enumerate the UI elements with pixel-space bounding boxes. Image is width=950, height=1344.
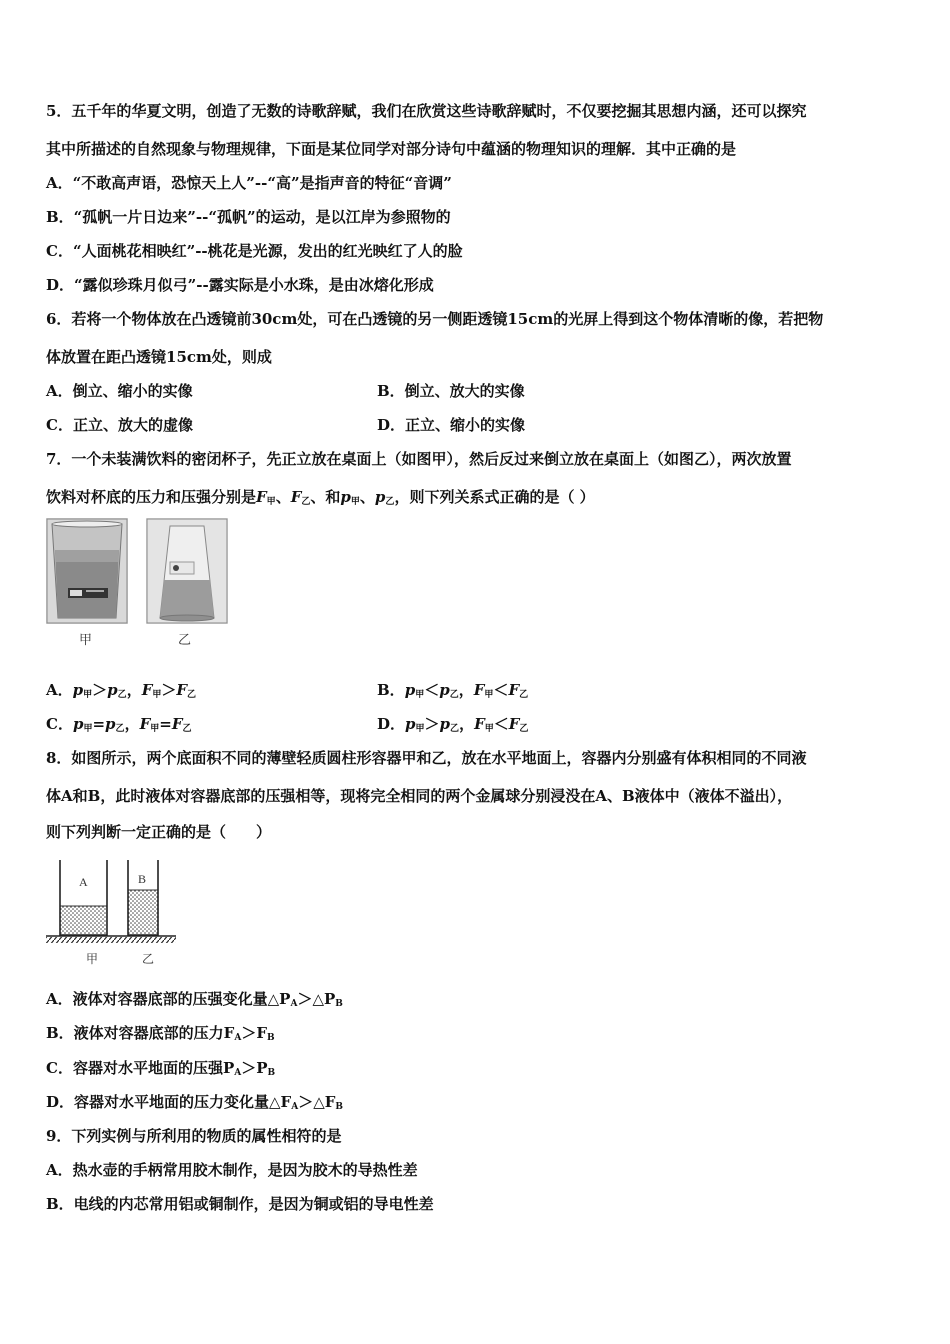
q9-option-b: B．电线的内芯常用铝或铜制作，是因为铜或铝的导电性差 [46, 1195, 434, 1213]
cup-inverted-photo [146, 518, 228, 624]
q7-option-d: D．$p_甲>p_乙$，$F_甲<F_乙$ [377, 715, 529, 734]
q9-option-a: A．热水壶的手柄常用胶木制作，是因为胶木的导热性差 [46, 1161, 418, 1179]
q8-option-d: D．容器对水平地面的压力变化量$\triangle F_A>\triangle F_B$ [46, 1093, 343, 1112]
q6-stem-line2: 体放置在距凸透镜15cm处，则成 [46, 348, 272, 366]
q8-stem-line2: 体A和B，此时液体对容器底部的压强相等，现将完全相同的两个金属球分别浸没在A、B液体中（液体不溢出）， [46, 787, 793, 805]
q7-option-c: C．$p_甲=p_乙$，$F_甲=F_乙$ [46, 715, 192, 734]
q7-option-a: A．$p_甲>p_乙$，$F_甲>F_乙$ [46, 681, 197, 700]
container-a-label: A [79, 875, 88, 889]
q6-option-c: C．正立、放大的虚像 [46, 416, 193, 434]
q7-stem-line2: 饮料对杯底的压力和压强分别是$F_甲$、$F_乙$、和$p_甲$、$p_乙$，则下列关系式正确的是（ ） [46, 488, 595, 507]
container-b-label: B [138, 872, 147, 886]
q9-stem: 9．下列实例与所利用的物质的属性相符的是 [46, 1127, 342, 1145]
q8-option-c: C．容器对水平地面的压强$P_A>P_B$ [46, 1059, 276, 1078]
q5-option-b: B．“孤帆一片日边来”--“孤帆”的运动，是以江岸为参照物的 [46, 208, 451, 226]
q6-stem-line1: 6．若将一个物体放在凸透镜前30cm处，可在凸透镜的另一侧距透镜15cm的光屏上得到这个物体清晰的像，若把物 [46, 310, 824, 328]
q6-option-d: D．正立、缩小的实像 [377, 416, 526, 434]
cup-caption-yi: 乙 [178, 633, 192, 648]
q6-option-a: A．倒立、缩小的实像 [46, 382, 193, 400]
q5-option-a: A．“不敢高声语，恐惊天上人”--“高”是指声音的特征“音调” [46, 174, 452, 192]
q5-stem-line2: 其中所描述的自然现象与物理规律，下面是某位同学对部分诗句中蕴涵的物理知识的理解．其中正确的是 [46, 140, 737, 158]
q8-stem-line1: 8．如图所示，两个底面积不同的薄壁轻质圆柱形容器甲和乙，放在水平地面上，容器内分别盛有体积相同的不同液 [46, 749, 807, 767]
cup-caption-jia: 甲 [79, 633, 93, 648]
cup-upright-photo [46, 518, 128, 624]
two-containers-diagram [44, 856, 178, 944]
q8-option-b: B．液体对容器底部的压力$F_A>F_B$ [46, 1024, 275, 1043]
container-caption-yi: 乙 [142, 952, 155, 966]
q8-option-a: A．液体对容器底部的压强变化量$\triangle P_A>\triangle P_B$ [46, 990, 343, 1009]
q5-stem-line1: 5．五千年的华夏文明，创造了无数的诗歌辞赋，我们在欣赏这些诗歌辞赋时，不仅要挖掘其思想内涵，还可以探究 [46, 102, 807, 120]
q5-option-c: C．“人面桃花相映红”--桃花是光源，发出的红光映红了人的脸 [46, 242, 463, 260]
q7-option-b: B．$p_甲<p_乙$，$F_甲<F_乙$ [377, 681, 529, 700]
q6-option-b: B．倒立、放大的实像 [377, 382, 525, 400]
container-caption-jia: 甲 [86, 952, 99, 966]
q7-stem-line1: 7．一个未装满饮料的密闭杯子，先正立放在桌面上（如图甲），然后反过来倒立放在桌面上（如图乙），两次放置 [46, 450, 792, 468]
q5-option-d: D．“露似珍珠月似弓”--露实际是小水珠，是由冰熔化形成 [46, 276, 434, 294]
q8-stem-line3: 则下列判断一定正确的是（ ） [46, 823, 272, 841]
